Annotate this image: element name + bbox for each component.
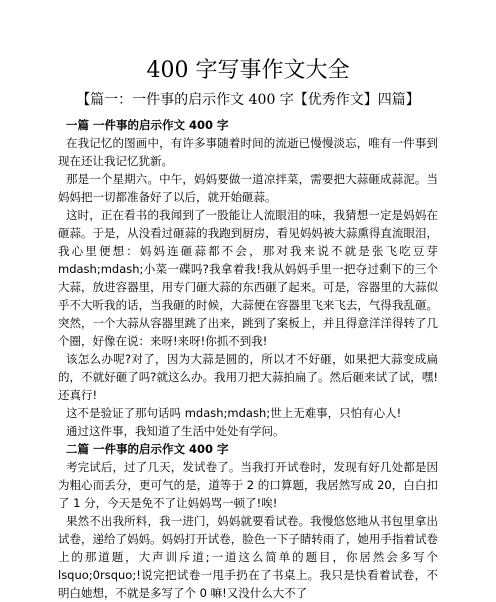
document-subtitle: 【篇一：一件事的启示作文 400 字【优秀作文】四篇】 (76, 92, 420, 108)
body-paragraph: 该怎么办呢?对了，因为大蒜是圆的，所以才不好砸，如果把大蒜变成扁的，不就好砸了吗?就这么办。我用刀把大蒜拍扁了。然后砸来试了试，嘿!还真行! (58, 352, 438, 402)
body-paragraph: 果然不出我所料，我一进门，妈妈就要看试卷。我慢悠悠地从书包里拿出试卷，递给了妈妈。妈妈打开试卷，脸色一下子睛转雨了，她用手指着试卷上的那道题，大声训斥道;一道这么简单的题目，你居然会多写个 lsquo;0rsquo;!说完把试卷一甩手扔在了书桌上。我只是快看着试卷，不明白她想，不就是多写了个 0 嘛!又没什么大不了 (58, 514, 438, 600)
body-paragraph: 在我记忆的图画中，有许多事随着时间的流逝已慢慢淡忘，唯有一件事到现在还让我记忆犹新。 (58, 136, 438, 168)
section-heading: 一篇 一件事的启示作文 400 字 (66, 118, 229, 132)
document-body (58, 116, 438, 602)
body-paragraph: 考完试后，过了几天，发试卷了。当我打开试卷时，发现有好几处都是因为粗心而丢分，更可气的是，道等于 2 的口算题，我居然写成 20，白白扣了 1 分，今天是免不了让妈妈骂一顿了!唉! (58, 460, 438, 510)
body-paragraph: 这不是验证了那句话吗 mdash;mdash;世上无难事，只怕有心人! (66, 406, 402, 420)
body-paragraph: 通过这件事，我知道了生活中处处有学问。 (66, 424, 285, 438)
body-paragraph: 这时，正在看书的我闻到了一股能让人流眼泪的味，我猜想一定是妈妈在砸蒜。于是，从没看过砸蒜的我跑到厨房，看见妈妈被大蒜熏得直流眼泪，我心里便想：妈妈连砸蒜都不会，那对我来说不就是张飞吃豆芽 mdash;mdash;小菜一碟吗?我拿着我!我从妈妈手里一把夺过剩下的三个大蒜，放进容器里，用专门砸大蒜的东西砸了起来。可是，容器里的大蒜似乎不大听我的话，当我砸的时候，大蒜便在容器里飞来飞去，气得我乱砸。突然，一个大蒜从容器里跳了出来，跳到了案板上，并且得意洋洋得转了几个圈，好像在说：来呀!来呀!你抓不到我! (58, 208, 438, 348)
body-paragraph: 那是一个星期六。中午，妈妈要做一道凉拌菜，需要把大蒜砸成蒜泥。当妈妈把一切都准备好了以后，就开始砸蒜。 (58, 172, 438, 204)
document-title: 400 字写事作文大全 (146, 58, 350, 83)
section-heading: 二篇 一件事的启示作文 400 字 (66, 442, 229, 456)
